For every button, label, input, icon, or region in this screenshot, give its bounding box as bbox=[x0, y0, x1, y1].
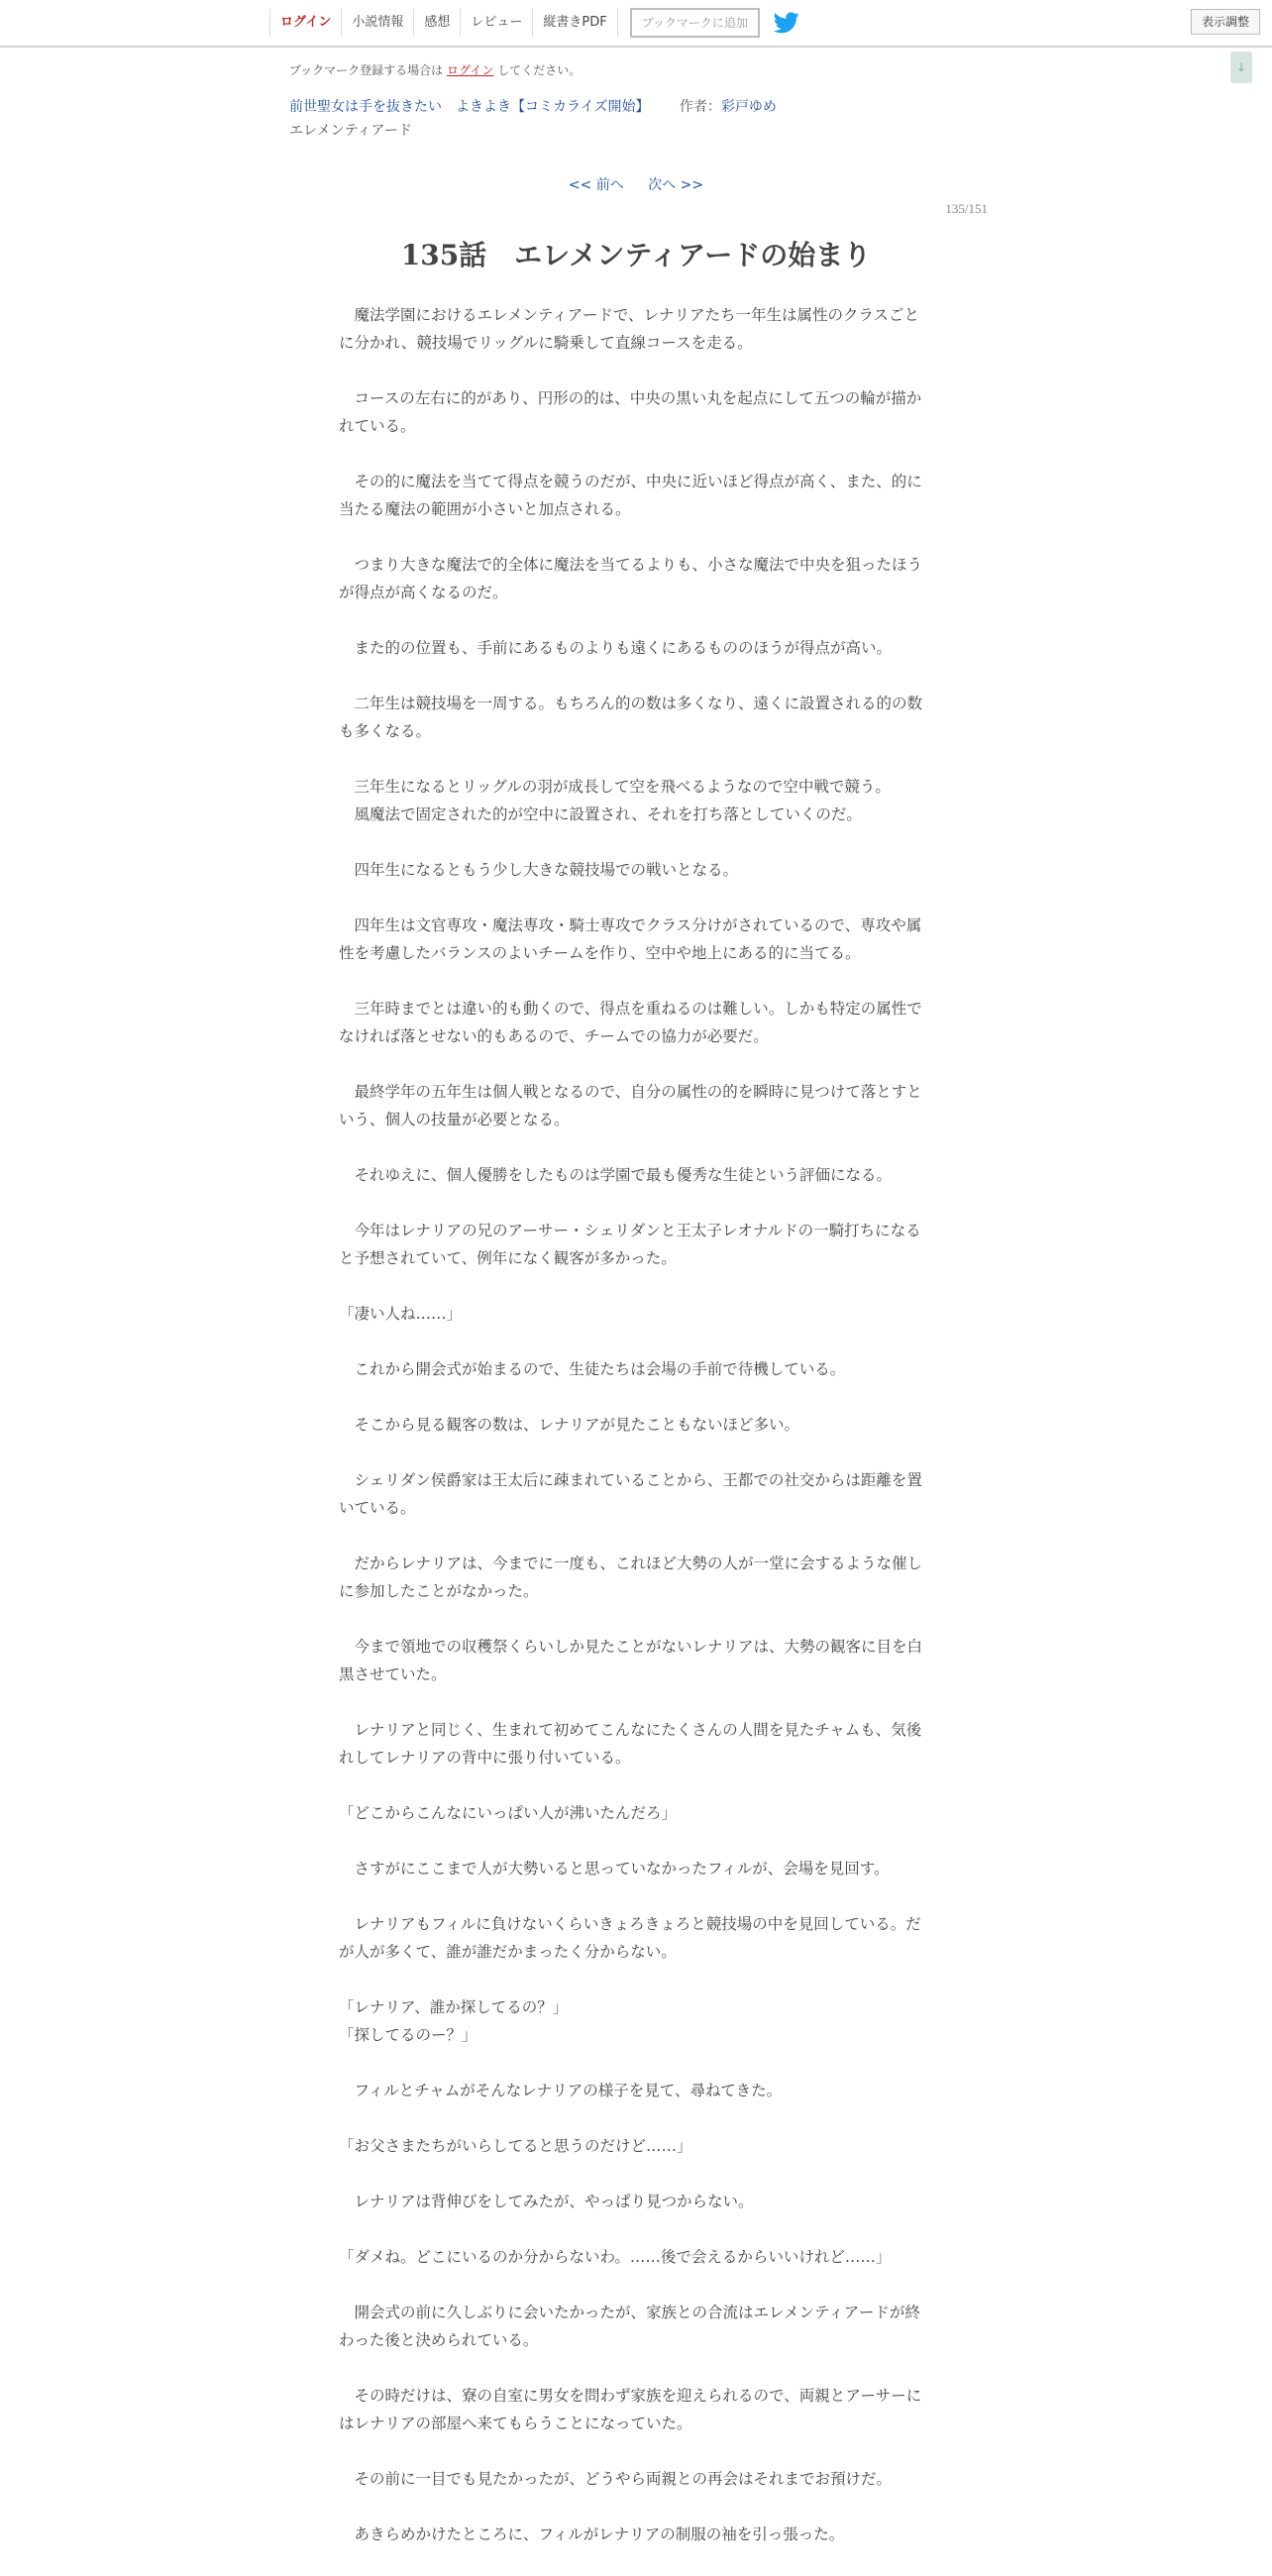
body-paragraph bbox=[339, 2243, 927, 2271]
prev-chapter-link[interactable]: << 前へ bbox=[568, 177, 624, 193]
body-paragraph bbox=[339, 1799, 927, 1827]
body-line: 開会式の前に久しぶりに会いたかったが、家族との合流はエレメンティアードが終わった後と決められている。 bbox=[339, 2304, 920, 2349]
body-paragraph bbox=[339, 634, 927, 662]
body-paragraph bbox=[339, 2188, 927, 2215]
body-line: 今まで領地での収穫祭くらいしか見たことがないレナリアは、大勢の観客に目を白黒させていた。 bbox=[339, 1638, 923, 1683]
body-paragraph bbox=[339, 301, 927, 357]
chapter-count: 135/151 bbox=[945, 201, 988, 216]
body-paragraph bbox=[339, 1161, 927, 1189]
author-link[interactable]: 彩戸ゆめ bbox=[720, 99, 777, 115]
body-paragraph bbox=[339, 2382, 927, 2437]
body-line: 三年時までとは違い的も動くので、得点を重ねるのは難しい。しかも特定の属性でなければ落とせない的もあるので、チームでの協力が必要だ。 bbox=[339, 1000, 922, 1045]
body-paragraph bbox=[339, 856, 927, 884]
body-paragraph bbox=[339, 1550, 927, 1605]
body-line: さすがにここまで人が大勢いると思っていなかったフィルが、会場を見回す。 bbox=[339, 1860, 890, 1878]
display-settings-button[interactable]: 表示調整 bbox=[1191, 9, 1260, 35]
body-line: 三年生になるとリッグルの羽が成長して空を飛べるようなので空中戦で競う。 bbox=[339, 778, 891, 796]
body-paragraph bbox=[339, 1633, 927, 1688]
body-line: つまり大きな魔法で的全体に魔法を当てるよりも、小さな魔法で中央を狙ったほうが得点が高くなるのだ。 bbox=[339, 556, 923, 601]
next-chapter-link[interactable]: 次へ >> bbox=[648, 177, 704, 193]
body-paragraph bbox=[339, 1910, 927, 1966]
scroll-down-icon[interactable]: ↓ bbox=[1230, 52, 1252, 83]
body-line: 魔法学園におけるエレメンティアードで、レナリアたち一年生は属性のクラスごとに分かれ、競技場でリッグルに騎乗して直線コースを走る。 bbox=[339, 306, 920, 352]
author-label: 作者： bbox=[679, 99, 721, 115]
chapter-body bbox=[339, 301, 927, 2576]
body-paragraph bbox=[339, 1993, 927, 2049]
body-paragraph bbox=[339, 912, 927, 967]
body-line: シェリダン侯爵家は王太后に疎まれていることから、王都での社交からは距離を置いている。 bbox=[339, 1471, 922, 1517]
body-paragraph bbox=[339, 2132, 927, 2160]
body-paragraph bbox=[339, 1217, 927, 1272]
body-line: だからレナリアは、今までに一度も、これほど大勢の人が一堂に会するような催しに参加したことがなかった。 bbox=[339, 1555, 923, 1600]
nav-login[interactable]: ログイン bbox=[269, 9, 341, 37]
body-paragraph bbox=[339, 2077, 927, 2104]
body-line: フィルとチャムがそんなレナリアの様子を見て、尋ねてきた。 bbox=[339, 2082, 783, 2099]
main-nav bbox=[269, 0, 799, 46]
body-line: その時だけは、寮の自室に男女を問わず家族を迎えられるので、両親とアーサーにはレナリアの部屋へ来てもらうことになっていた。 bbox=[339, 2387, 922, 2432]
body-line: 「レナリア、誰か探してるの？」 bbox=[339, 1998, 569, 2016]
body-paragraph bbox=[339, 1716, 927, 1771]
novel-info bbox=[289, 96, 777, 116]
body-line: 風魔法で固定された的が空中に設置され、それを打ち落としていくのだ。 bbox=[339, 805, 862, 823]
body-line: その的に魔法を当てて得点を競うのだが、中央に近いほど得点が高く、また、的に当たる魔法の範囲が小さいと加点される。 bbox=[339, 473, 922, 518]
body-line: 「凄い人ね……」 bbox=[339, 1305, 463, 1323]
body-line: コースの左右に的があり、円形の的は、中央の黒い丸を起点にして五つの輪が描かれている。 bbox=[339, 389, 922, 435]
body-paragraph bbox=[339, 2299, 927, 2354]
body-paragraph bbox=[339, 1411, 927, 1439]
body-paragraph bbox=[339, 551, 927, 606]
body-line: 四年生になるともう少し大きな競技場での戦いとなる。 bbox=[339, 861, 739, 879]
body-line: その前に一目でも見たかったが、どうやら両親との再会はそれまでお預けだ。 bbox=[339, 2470, 893, 2488]
body-line: あきらめかけたところに、フィルがレナリアの制服の袖を引っ張った。 bbox=[339, 2525, 845, 2543]
body-paragraph bbox=[339, 690, 927, 745]
header bbox=[0, 0, 1272, 48]
body-line: 「探してるのー？」 bbox=[339, 2026, 477, 2044]
series-title: エレメンティアード bbox=[289, 123, 413, 139]
body-paragraph bbox=[339, 773, 927, 828]
body-line: レナリアは背伸びをしてみたが、やっぱり見つからない。 bbox=[339, 2193, 754, 2210]
bookmark-notice-prefix: ブックマーク登録する場合は bbox=[289, 63, 444, 77]
novel-title-link[interactable]: 前世聖女は手を抜きたい よきよき【コミカライズ開始】 bbox=[289, 99, 650, 115]
body-line: 「どこからこんなにいっぱい人が沸いたんだろ」 bbox=[339, 1804, 678, 1822]
body-line: 二年生は競技場を一周する。もちろん的の数は多くなり、遠くに設置される的の数も多くなる。 bbox=[339, 695, 923, 740]
body-paragraph bbox=[339, 2465, 927, 2493]
body-line: 今年はレナリアの兄のアーサー・シェリダンと王太子レオナルドの一騎打ちになると予想されていて、例年になく観客が多かった。 bbox=[339, 1222, 921, 1267]
body-paragraph bbox=[339, 1300, 927, 1328]
body-line: 四年生は文官専攻・魔法専攻・騎士専攻でクラス分けがされているので、専攻や属性を考慮したバランスのよいチームを作り、空中や地上にある的に当てる。 bbox=[339, 916, 922, 962]
body-line: これから開会式が始まるので、生徒たちは会場の手前で待機している。 bbox=[339, 1360, 846, 1378]
body-paragraph bbox=[339, 1078, 927, 1133]
nav-impressions[interactable]: 感想 bbox=[413, 9, 460, 37]
body-paragraph bbox=[339, 995, 927, 1050]
body-line: レナリアと同じく、生まれて初めてこんなにたくさんの人間を見たチャムも、気後れしてレナリアの背中に張り付いている。 bbox=[339, 1721, 922, 1767]
body-paragraph bbox=[339, 468, 927, 523]
body-paragraph bbox=[339, 1355, 927, 1383]
add-bookmark-button[interactable]: ブックマークに追加 bbox=[630, 8, 760, 38]
bookmark-notice-suffix: してください。 bbox=[497, 63, 582, 77]
body-line: 最終学年の五年生は個人戦となるので、自分の属性の的を瞬時に見つけて落とすという、個人の技量が必要となる。 bbox=[339, 1083, 922, 1128]
body-paragraph bbox=[339, 1855, 927, 1882]
body-paragraph bbox=[339, 1466, 927, 1522]
chapter-pager bbox=[0, 174, 1272, 194]
nav-vertical-pdf[interactable]: 縦書きPDF bbox=[532, 9, 617, 37]
body-line: レナリアもフィルに負けないくらいきょろきょろと競技場の中を見回している。だが人が多くて、誰が誰だかまったく分からない。 bbox=[339, 1915, 921, 1961]
body-line: それゆえに、個人優勝をしたものは学園で最も優秀な生徒という評価になる。 bbox=[339, 1166, 893, 1184]
nav-review[interactable]: レビュー bbox=[460, 9, 532, 37]
bookmark-login-link[interactable]: ログイン bbox=[447, 63, 494, 77]
bookmark-notice bbox=[289, 61, 581, 78]
body-line: 「お父さまたちがいらしてると思うのだけど……」 bbox=[339, 2137, 692, 2155]
body-line: そこから見る観客の数は、レナリアが見たこともないほど多い。 bbox=[339, 1416, 800, 1434]
chapter-title: 135話 エレメンティアードの始まり bbox=[400, 239, 872, 271]
body-line: 「ダメね。どこにいるのか分からないわ。……後で会えるからいいけれど……」 bbox=[339, 2248, 892, 2266]
body-line: また的の位置も、手前にあるものよりも遠くにあるもののほうが得点が高い。 bbox=[339, 639, 893, 657]
twitter-icon[interactable] bbox=[774, 12, 799, 34]
nav-novel-info[interactable]: 小説情報 bbox=[341, 9, 413, 37]
body-paragraph bbox=[339, 384, 927, 440]
